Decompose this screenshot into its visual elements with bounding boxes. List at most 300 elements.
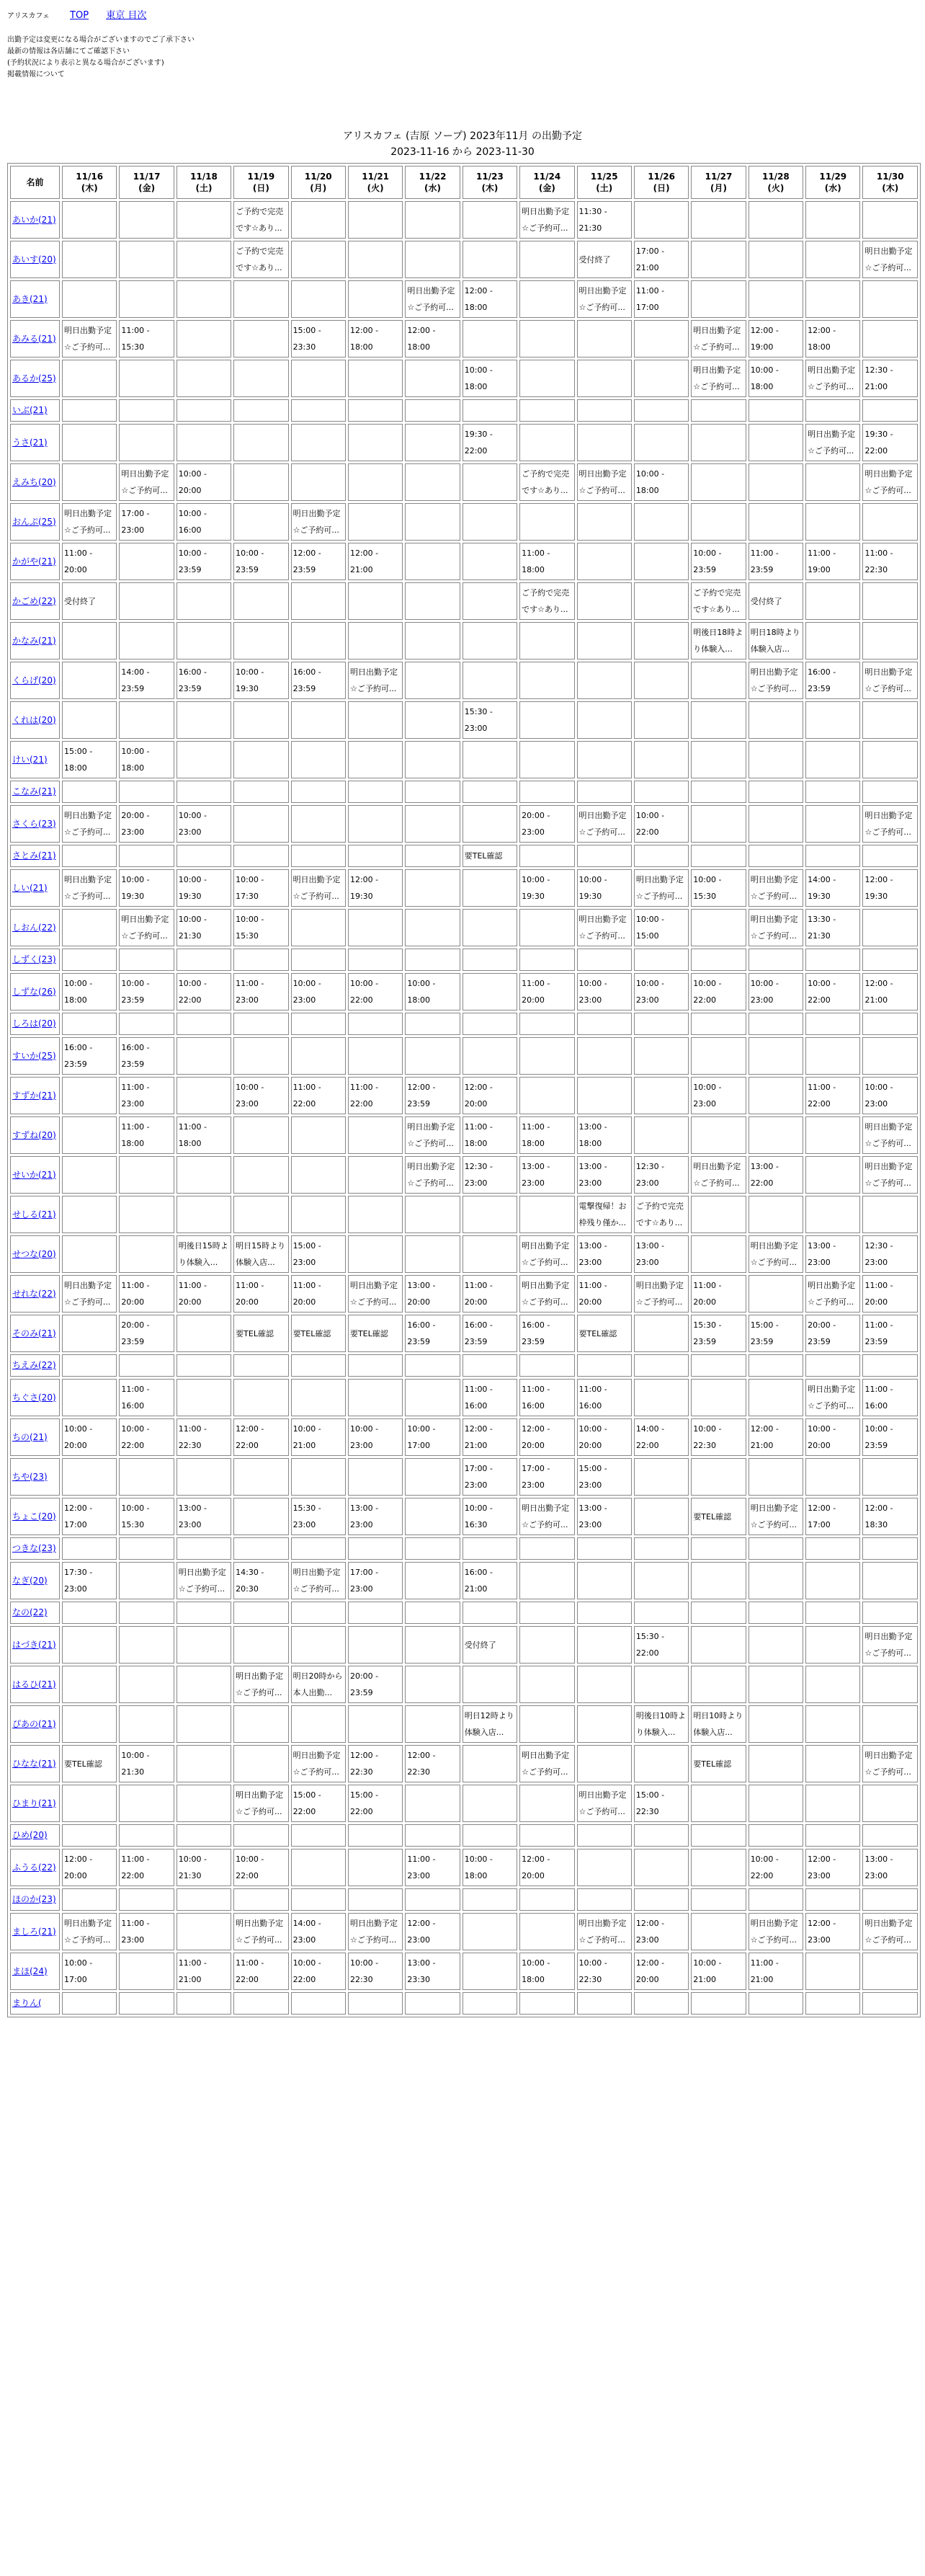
schedule-cell [691,781,746,803]
schedule-cell [634,1354,689,1377]
schedule-cell [119,1953,174,1990]
schedule-cell: 10:00 - 17:30 [233,869,288,907]
schedule-cell [405,360,460,397]
schedule-cell: 12:00 - 23:00 [805,1849,860,1886]
girl-name-link[interactable]: ちや(23) [12,1471,48,1482]
table-row [10,949,918,971]
schedule-cell [405,949,460,971]
schedule-cell: 12:00 - 18:00 [805,320,860,357]
schedule-cell: 12:00 - 19:00 [749,320,803,357]
schedule-cell [291,741,346,778]
schedule-cell [119,424,174,461]
girl-name-link[interactable]: しろは(20) [12,1018,56,1029]
schedule-cell: 明日出勤予定☆ご予約可... [233,1913,288,1950]
girl-name-link[interactable]: せれな(22) [12,1288,56,1299]
girl-name-link[interactable]: ちの(21) [12,1431,48,1442]
schedule-cell [577,622,632,659]
schedule-cell: ご予約で完売です☆あり... [233,201,288,239]
schedule-cell: 明日出勤予定☆ご予約可... [62,503,117,541]
schedule-cell: 明日出勤予定☆ご予約可... [405,280,460,318]
schedule-cell [749,781,803,803]
table-row [10,582,918,620]
girl-name-link[interactable]: かがや(21) [12,556,56,567]
schedule-cell: 明日出勤予定☆ご予約可... [805,424,860,461]
schedule-cell [634,360,689,397]
schedule-cell [291,781,346,803]
schedule-cell: 明日出勤予定☆ご予約可... [519,1275,574,1313]
schedule-cell [62,1315,117,1352]
schedule-cell [233,1116,288,1154]
name-cell [10,701,60,739]
schedule-cell [233,1705,288,1743]
schedule-cell: 明日出勤予定☆ご予約可... [805,360,860,397]
schedule-cell [691,280,746,318]
schedule-cell [119,1602,174,1624]
schedule-cell [405,1602,460,1624]
schedule-cell [805,1156,860,1194]
schedule-cell [291,360,346,397]
table-row [10,463,918,501]
schedule-cell [519,1013,574,1035]
schedule-cell [805,503,860,541]
schedule-cell [519,280,574,318]
girl-name-link[interactable]: せつな(20) [12,1248,56,1259]
schedule-cell: 10:00 - 23:00 [577,973,632,1011]
girl-name-link[interactable]: ひまり(21) [12,1798,56,1808]
schedule-cell [862,781,918,803]
girl-name-link[interactable]: うさ(21) [12,437,48,448]
name-cell [10,845,60,867]
schedule-cell [749,201,803,239]
schedule-cell [62,1354,117,1377]
schedule-cell: 16:00 - 21:00 [463,1562,517,1599]
schedule-cell: 明日出勤予定☆ご予約可... [577,463,632,501]
schedule-cell [62,1116,117,1154]
schedule-cell: 11:00 - 20:00 [233,1275,288,1313]
schedule-cell [577,1849,632,1886]
girl-name-link[interactable]: すずね(20) [12,1129,56,1140]
schedule-cell [691,741,746,778]
schedule-cell: 12:00 - 19:30 [348,869,403,907]
schedule-cell: 14:00 - 23:59 [119,662,174,699]
schedule-cell [862,1953,918,1990]
schedule-cell: 12:00 - 20:00 [62,1849,117,1886]
schedule-cell [405,1992,460,2015]
table-row [10,1354,918,1377]
schedule-cell [749,424,803,461]
schedule-cell [691,1235,746,1273]
girl-name-link[interactable]: しい(21) [12,882,48,893]
schedule-cell [176,1705,231,1743]
area-index-link[interactable]: 東京 目次 [106,10,147,21]
girl-name-link[interactable]: ちぐさ(20) [12,1392,56,1403]
name-cell [10,280,60,318]
table-row [10,1666,918,1703]
girl-name-link[interactable]: くれは(20) [12,714,56,725]
girl-name-link[interactable]: そのみ(21) [12,1328,56,1338]
schedule-cell [405,1824,460,1847]
name-cell [10,1013,60,1035]
schedule-cell [176,1315,231,1352]
schedule-cell [348,1116,403,1154]
schedule-cell [634,1498,689,1535]
girl-name-link[interactable]: いぶ(21) [12,405,48,415]
schedule-cell [348,701,403,739]
schedule-cell [348,1156,403,1194]
schedule-cell [805,805,860,843]
girl-name-link[interactable]: ちえみ(22) [12,1360,56,1370]
schedule-cell: 11:00 - 22:30 [176,1418,231,1456]
schedule-cell [862,503,918,541]
schedule-cell: 明日20時から本人出勤... [291,1666,346,1703]
girl-name-link[interactable]: あるか(25) [12,373,56,383]
table-row [10,1562,918,1599]
schedule-cell [348,582,403,620]
schedule-cell [62,1824,117,1847]
schedule-cell [749,1824,803,1847]
schedule-cell [749,1077,803,1114]
schedule-cell: 15:00 - 22:00 [291,1785,346,1822]
schedule-cell [749,280,803,318]
schedule-cell [691,1537,746,1560]
name-cell [10,1666,60,1703]
table-row [10,1537,918,1560]
girl-name-link[interactable]: ましろ(21) [12,1926,56,1937]
schedule-cell: 明日出勤予定☆ご予約可... [749,869,803,907]
schedule-cell [348,1235,403,1273]
schedule-cell: 12:00 - 23:00 [634,1913,689,1950]
girl-name-link[interactable]: はづき(21) [12,1639,56,1650]
name-cell [10,1705,60,1743]
schedule-cell [862,1562,918,1599]
girl-name-link[interactable]: あき(21) [12,293,48,304]
schedule-cell [749,1196,803,1233]
schedule-cell [463,1037,517,1075]
schedule-cell [634,1037,689,1075]
schedule-cell: 10:00 - 22:00 [634,805,689,843]
schedule-cell [233,845,288,867]
schedule-cell: 11:00 - 19:00 [805,543,860,580]
schedule-cell [348,503,403,541]
schedule-cell [519,1537,574,1560]
girl-name-link[interactable]: けい(21) [12,754,48,765]
table-row [10,1745,918,1782]
schedule-cell [634,1992,689,2015]
schedule-cell [62,241,117,278]
schedule-cell: 11:00 - 21:00 [749,1953,803,1990]
schedule-cell [405,424,460,461]
table-row [10,241,918,278]
girl-name-link[interactable]: まりん( [12,1998,42,2008]
table-row [10,1196,918,1233]
schedule-cell [749,399,803,422]
schedule-cell [348,1626,403,1664]
schedule-cell: 10:00 - 20:00 [176,463,231,501]
schedule-cell [405,805,460,843]
schedule-cell [291,1888,346,1911]
schedule-cell [62,1458,117,1496]
girl-name-link[interactable]: かごめ(22) [12,595,56,606]
schedule-cell [62,622,117,659]
schedule-cell: 明日出勤予定☆ご予約可... [62,1913,117,1950]
schedule-cell [405,1013,460,1035]
schedule-cell [119,1785,174,1822]
girl-name-link[interactable]: あいす(20) [12,254,56,265]
schedule-cell [119,1013,174,1035]
schedule-cell [348,463,403,501]
schedule-cell [691,1013,746,1035]
schedule-cell: 13:00 - 22:00 [749,1156,803,1194]
girl-name-link[interactable]: つきな(23) [12,1543,56,1553]
schedule-cell: 明日18時より体験入店... [749,622,803,659]
schedule-cell [119,1156,174,1194]
table-row [10,360,918,397]
schedule-cell [291,622,346,659]
schedule-cell: 11:00 - 23:59 [862,1315,918,1352]
schedule-cell [348,781,403,803]
name-cell [10,360,60,397]
schedule-cell [577,741,632,778]
schedule-cell [691,1849,746,1886]
schedule-cell [691,909,746,946]
table-row [10,1498,918,1535]
schedule-cell [176,1037,231,1075]
schedule-cell [405,1666,460,1703]
schedule-cell: 明日出勤予定☆ご予約可... [862,241,918,278]
girl-name-link[interactable]: ひめ(20) [12,1830,48,1840]
girl-name-link[interactable]: くらげ(20) [12,675,56,685]
schedule-cell [233,781,288,803]
schedule-cell: 10:00 - 18:00 [634,463,689,501]
schedule-cell: 10:00 - 21:00 [291,1418,346,1456]
schedule-cell [519,909,574,946]
schedule-cell [805,1562,860,1599]
girl-name-link[interactable]: まほ(24) [12,1966,48,1976]
schedule-cell [749,1562,803,1599]
schedule-cell: 10:00 - 18:00 [749,360,803,397]
girl-name-link[interactable]: ほのか(23) [12,1894,56,1904]
schedule-cell [405,201,460,239]
table-row [10,1953,918,1990]
girl-name-link[interactable]: しずな(26) [12,986,56,997]
schedule-cell [862,909,918,946]
schedule-cell [519,662,574,699]
schedule-cell: 13:00 - 18:00 [577,1116,632,1154]
schedule-cell [62,1992,117,2015]
schedule-cell: 15:00 - 23:00 [291,1235,346,1273]
table-row [10,1037,918,1075]
schedule-cell: 11:00 - 18:00 [119,1116,174,1154]
girl-name-link[interactable]: しずく(23) [12,954,56,964]
schedule-cell [405,1888,460,1911]
schedule-cell [691,1785,746,1822]
schedule-cell [176,1077,231,1114]
girl-name-link[interactable]: なの(22) [12,1607,48,1617]
schedule-cell: 明日出勤予定☆ご予約可... [519,201,574,239]
schedule-cell [691,1602,746,1624]
schedule-cell [405,1705,460,1743]
girl-name-link[interactable]: すいか(25) [12,1050,56,1061]
schedule-cell [176,320,231,357]
schedule-cell: 16:00 - 23:59 [291,662,346,699]
schedule-cell [176,1992,231,2015]
schedule-cell [805,845,860,867]
girl-name-link[interactable]: おんぷ(25) [12,516,56,527]
schedule-cell: 10:00 - 23:00 [634,973,689,1011]
schedule-cell [176,845,231,867]
schedule-cell: 明日15時より体験入店... [233,1235,288,1273]
girl-name-link[interactable]: あいか(21) [12,214,56,225]
schedule-cell: 明日出勤予定☆ご予約可... [862,463,918,501]
day-header: 11/22 (水) [405,166,460,199]
schedule-cell [577,1824,632,1847]
schedule-cell [291,463,346,501]
schedule-cell [405,1626,460,1664]
name-cell [10,201,60,239]
schedule-cell: 12:00 - 18:00 [463,280,517,318]
girl-name-link[interactable]: すずか(21) [12,1090,56,1101]
schedule-cell: 13:00 - 23:00 [577,1235,632,1273]
schedule-cell [233,1379,288,1416]
schedule-cell: 10:00 - 19:30 [577,869,632,907]
schedule-cell [119,1992,174,2015]
name-cell [10,622,60,659]
schedule-cell [749,1537,803,1560]
schedule-cell: 12:00 - 21:00 [862,973,918,1011]
name-cell [10,1498,60,1535]
schedule-cell [463,1785,517,1822]
schedule-cell [463,909,517,946]
schedule-cell [291,1824,346,1847]
schedule-cell [62,1537,117,1560]
schedule-cell: 11:00 - 18:00 [176,1116,231,1154]
schedule-cell: 19:30 - 22:00 [862,424,918,461]
schedule-cell: 明日出勤予定☆ご予約可... [62,805,117,843]
schedule-cell [691,1824,746,1847]
schedule-cell: 13:00 - 23:00 [577,1156,632,1194]
table-row [10,1116,918,1154]
girl-name-link[interactable]: なぎ(20) [12,1575,48,1586]
schedule-cell: 10:00 - 21:30 [176,909,231,946]
schedule-cell [463,1913,517,1950]
schedule-cell: 明日出勤予定☆ご予約可... [577,909,632,946]
table-row [10,869,918,907]
girl-name-link[interactable]: せいか(21) [12,1169,56,1180]
schedule-cell [805,1705,860,1743]
schedule-cell: 明日出勤予定☆ご予約可... [577,805,632,843]
schedule-cell: 明日出勤予定☆ご予約可... [862,1626,918,1664]
girl-name-link[interactable]: せしる(21) [12,1209,56,1220]
schedule-cell [805,1537,860,1560]
name-cell [10,869,60,907]
schedule-cell [233,399,288,422]
girl-name-link[interactable]: こなみ(21) [12,786,56,796]
schedule-cell [634,1116,689,1154]
schedule-cell [405,543,460,580]
schedule-cell [176,1785,231,1822]
girl-name-link[interactable]: ひなな(21) [12,1758,56,1769]
schedule-cell: 10:00 - 19:30 [519,869,574,907]
schedule-cell [119,241,174,278]
schedule-cell: 12:00 - 18:30 [862,1498,918,1535]
girl-name-link[interactable]: ぴあの(21) [12,1718,56,1729]
schedule-cell [519,1666,574,1703]
schedule-cell [862,949,918,971]
girl-name-link[interactable]: ちょこ(20) [12,1511,56,1522]
schedule-cell [634,741,689,778]
schedule-cell [348,201,403,239]
schedule-cell [119,1562,174,1599]
schedule-cell [176,360,231,397]
schedule-cell [691,424,746,461]
schedule-cell [291,280,346,318]
schedule-cell [862,1705,918,1743]
schedule-cell [634,320,689,357]
schedule-cell [176,741,231,778]
schedule-cell [805,1458,860,1496]
schedule-cell [749,1354,803,1377]
schedule-cell [577,845,632,867]
girl-name-link[interactable]: えみち(20) [12,476,56,487]
girl-name-link[interactable]: ふうる(22) [12,1862,56,1873]
schedule-cell [233,360,288,397]
schedule-cell: 20:00 - 23:00 [519,805,574,843]
schedule-cell [348,909,403,946]
header-row [10,166,918,199]
schedule-cell [691,463,746,501]
day-header: 11/18 (土) [176,166,231,199]
schedule-cell: 16:00 - 23:59 [119,1037,174,1075]
girl-name-link[interactable]: あみる(21) [12,333,56,344]
schedule-cell [749,1666,803,1703]
schedule-cell: 11:00 - 23:59 [749,543,803,580]
schedule-cell [62,1785,117,1822]
schedule-cell: 11:00 - 16:00 [862,1379,918,1416]
schedule-cell [176,1824,231,1847]
girl-name-link[interactable]: さくら(23) [12,818,56,829]
schedule-cell: 明日出勤予定☆ご予約可... [862,1745,918,1782]
schedule-cell: 10:00 - 20:00 [62,1418,117,1456]
name-cell [10,1888,60,1911]
schedule-cell [291,1458,346,1496]
girl-name-link[interactable]: さとみ(21) [12,850,56,861]
schedule-cell [805,949,860,971]
schedule-cell: 12:30 - 23:00 [634,1156,689,1194]
girl-name-link[interactable]: はるひ(21) [12,1679,56,1689]
period: 2023-11-16 から 2023-11-30 [390,146,535,158]
schedule-cell [62,1602,117,1624]
schedule-cell [463,622,517,659]
schedule-cell: 明日出勤予定☆ご予約可... [577,1785,632,1822]
schedule-cell: 明日出勤予定☆ご予約可... [805,1379,860,1416]
schedule-cell: 明日出勤予定☆ご予約可... [519,1235,574,1273]
girl-name-link[interactable]: かなみ(21) [12,635,56,646]
top-link[interactable]: TOP [70,10,89,21]
schedule-cell: 12:00 - 23:00 [805,1913,860,1950]
schedule-cell: 明日出勤予定☆ご予約可... [862,805,918,843]
schedule-cell: ご予約で完売です☆あり... [691,582,746,620]
schedule-cell [233,1888,288,1911]
name-cell [10,1275,60,1313]
schedule-cell [291,582,346,620]
schedule-cell [691,1913,746,1950]
schedule-cell [691,1562,746,1599]
schedule-cell [62,463,117,501]
schedule-cell: 明日出勤予定☆ご予約可... [233,1785,288,1822]
schedule-cell [119,622,174,659]
girl-name-link[interactable]: しおん(22) [12,922,56,933]
schedule-cell [176,1745,231,1782]
